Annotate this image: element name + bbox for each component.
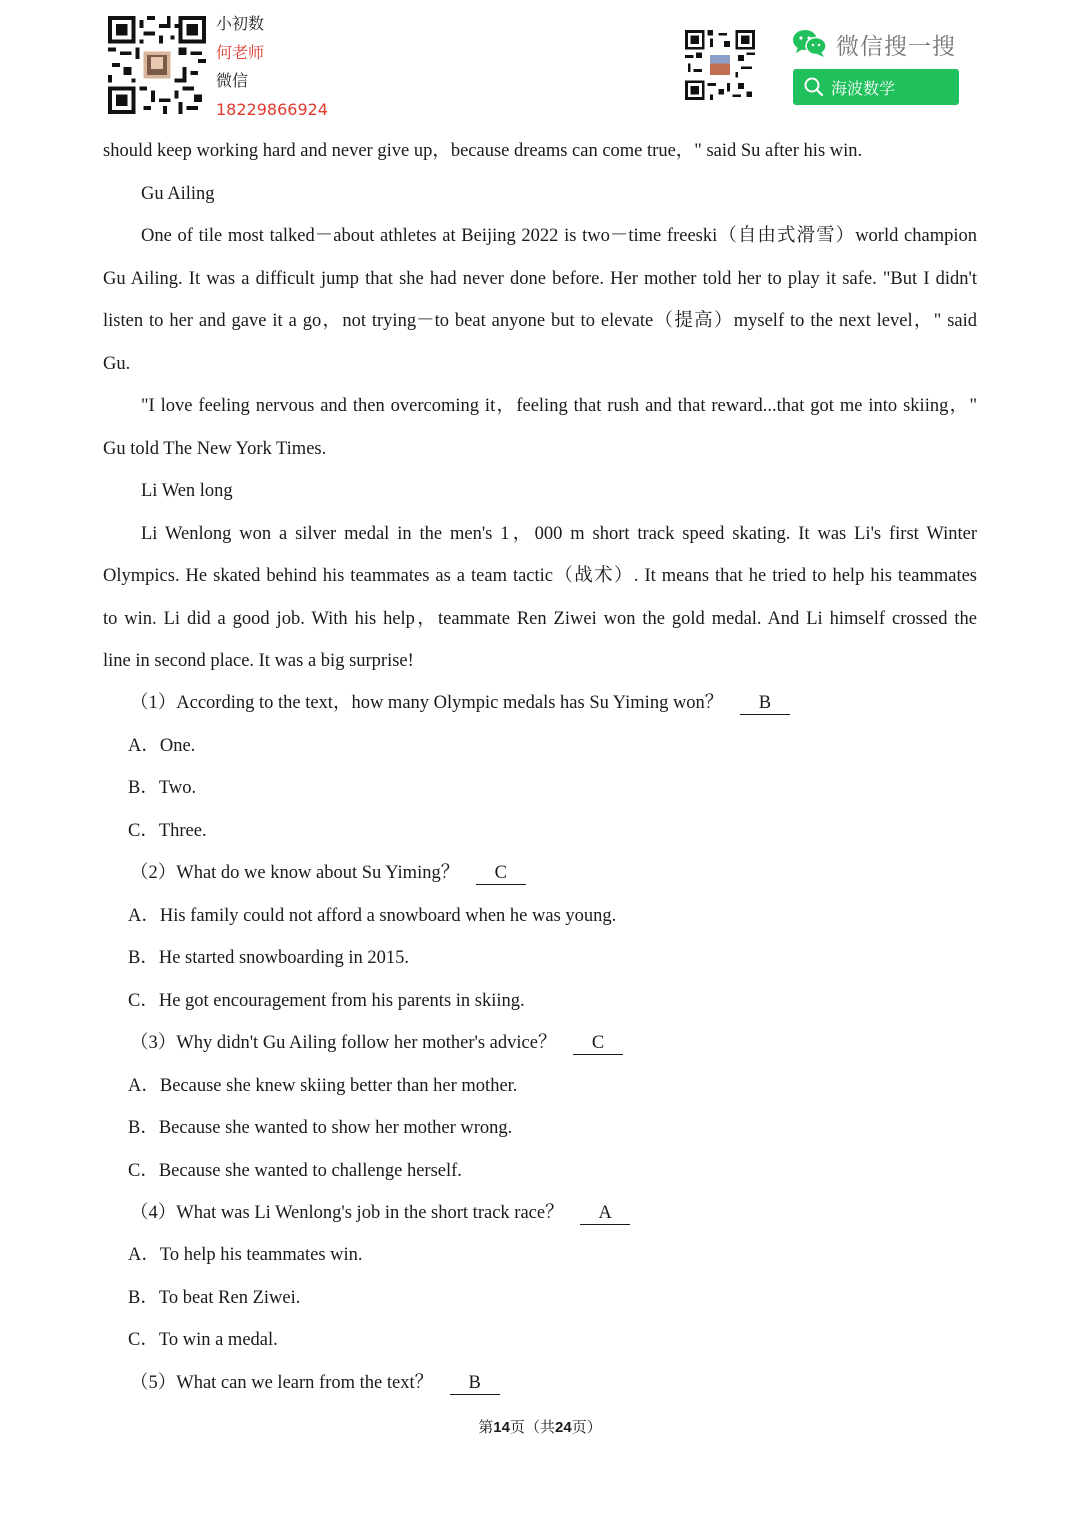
answer-blank: A <box>580 1202 630 1225</box>
question-prompt: （3）Why didn't Gu Ailing follow her mother's advice？ <box>130 1033 557 1053</box>
passage-line: listen to her and gave it a go，not trying－to beat anyone but to elevate（提高）myself to the next level，" said <box>103 311 977 331</box>
question-prompt: （1）According to the text，how many Olympic medals has Su Yiming won？ <box>130 693 724 713</box>
passage-line: Gu Ailing. It was a difficult jump that she had never done before. Her mother told her to play it safe. "But I didn't <box>103 269 977 289</box>
total-pages: 24 <box>555 1419 572 1436</box>
answer-blank: B <box>740 692 790 715</box>
qr-code-right <box>685 30 755 100</box>
contact-line-3: 微信 <box>216 71 249 90</box>
contact-info <box>216 10 328 124</box>
question-1 <box>130 690 977 716</box>
passage-line: Li Wenlong won a silver medal in the men's 1，000 m short track speed skating. It was Li's first Winter <box>141 524 977 544</box>
passage-line: Gu told The New York Times. <box>103 439 327 459</box>
section-heading-li-wenlong: Li Wen long <box>141 481 233 501</box>
qr-code-left <box>108 16 206 114</box>
option-c: C．To win a medal. <box>128 1330 278 1350</box>
search-button[interactable] <box>793 69 959 105</box>
option-c: C．He got encouragement from his parents in skiing. <box>128 991 525 1011</box>
contact-line-2: 何老师 <box>216 42 265 62</box>
wechat-icon <box>792 28 828 58</box>
question-3 <box>130 1030 977 1056</box>
passage-line: should keep working hard and never give up，because dreams can come true，" said Su after his win. <box>103 141 863 161</box>
option-b: B．Two. <box>128 778 197 798</box>
footer-prefix: 第 <box>478 1420 494 1436</box>
contact-phone: 18229866924 <box>216 99 328 119</box>
search-keyword: 海波数学 <box>831 78 896 98</box>
answer-blank: C <box>476 862 526 885</box>
option-a: A．One. <box>128 736 196 756</box>
passage-line: "I love feeling nervous and then overcoming it，feeling that rush and that reward...that got me into skiing，" <box>141 396 977 416</box>
question-prompt: （4）What was Li Wenlong's job in the short track race？ <box>130 1203 564 1223</box>
page-footer <box>0 1416 1080 1437</box>
option-c: C．Three. <box>128 821 207 841</box>
footer-suffix: 页） <box>571 1420 602 1436</box>
option-a: A．To help his teammates win. <box>128 1245 363 1265</box>
question-prompt: （2）What do we know about Su Yiming？ <box>130 863 460 883</box>
question-prompt: （5）What can we learn from the text？ <box>130 1373 434 1393</box>
passage-line: Gu. <box>103 354 131 374</box>
option-c: C．Because she wanted to challenge herself. <box>128 1161 462 1181</box>
option-b: B．He started snowboarding in 2015. <box>128 948 410 968</box>
passage-line: line in second place. It was a big surprise! <box>103 651 414 671</box>
answer-blank: C <box>573 1032 623 1055</box>
option-a: A．His family could not afford a snowboard when he was young. <box>128 906 617 926</box>
question-4 <box>130 1200 977 1226</box>
option-b: B．To beat Ren Ziwei. <box>128 1288 301 1308</box>
footer-middle: 页（共 <box>509 1420 555 1436</box>
current-page-number: 14 <box>493 1419 510 1436</box>
option-b: B．Because she wanted to show her mother wrong. <box>128 1118 513 1138</box>
search-icon <box>803 76 825 98</box>
passage-line: to win. Li did a good job. With his help，teammate Ren Ziwei won the gold medal. And Li himself crossed the <box>103 609 977 629</box>
contact-line-1: 小初数 <box>216 14 265 33</box>
passage-line: One of tile most talked－about athletes at Beijing 2022 is two－time freeski（自由式滑雪）world champion <box>141 226 977 246</box>
wechat-search-label: 微信搜一搜 <box>836 34 956 60</box>
question-5 <box>130 1370 977 1396</box>
option-a: A．Because she knew skiing better than her mother. <box>128 1076 518 1096</box>
wechat-search-brand <box>792 28 962 60</box>
passage-line: Olympics. He skated behind his teammates as a team tactic（战术）. It means that he tried to help his teammates <box>103 566 977 586</box>
section-heading-gu-ailing: Gu Ailing <box>141 184 215 204</box>
question-2 <box>130 860 977 886</box>
answer-blank: B <box>450 1372 500 1395</box>
